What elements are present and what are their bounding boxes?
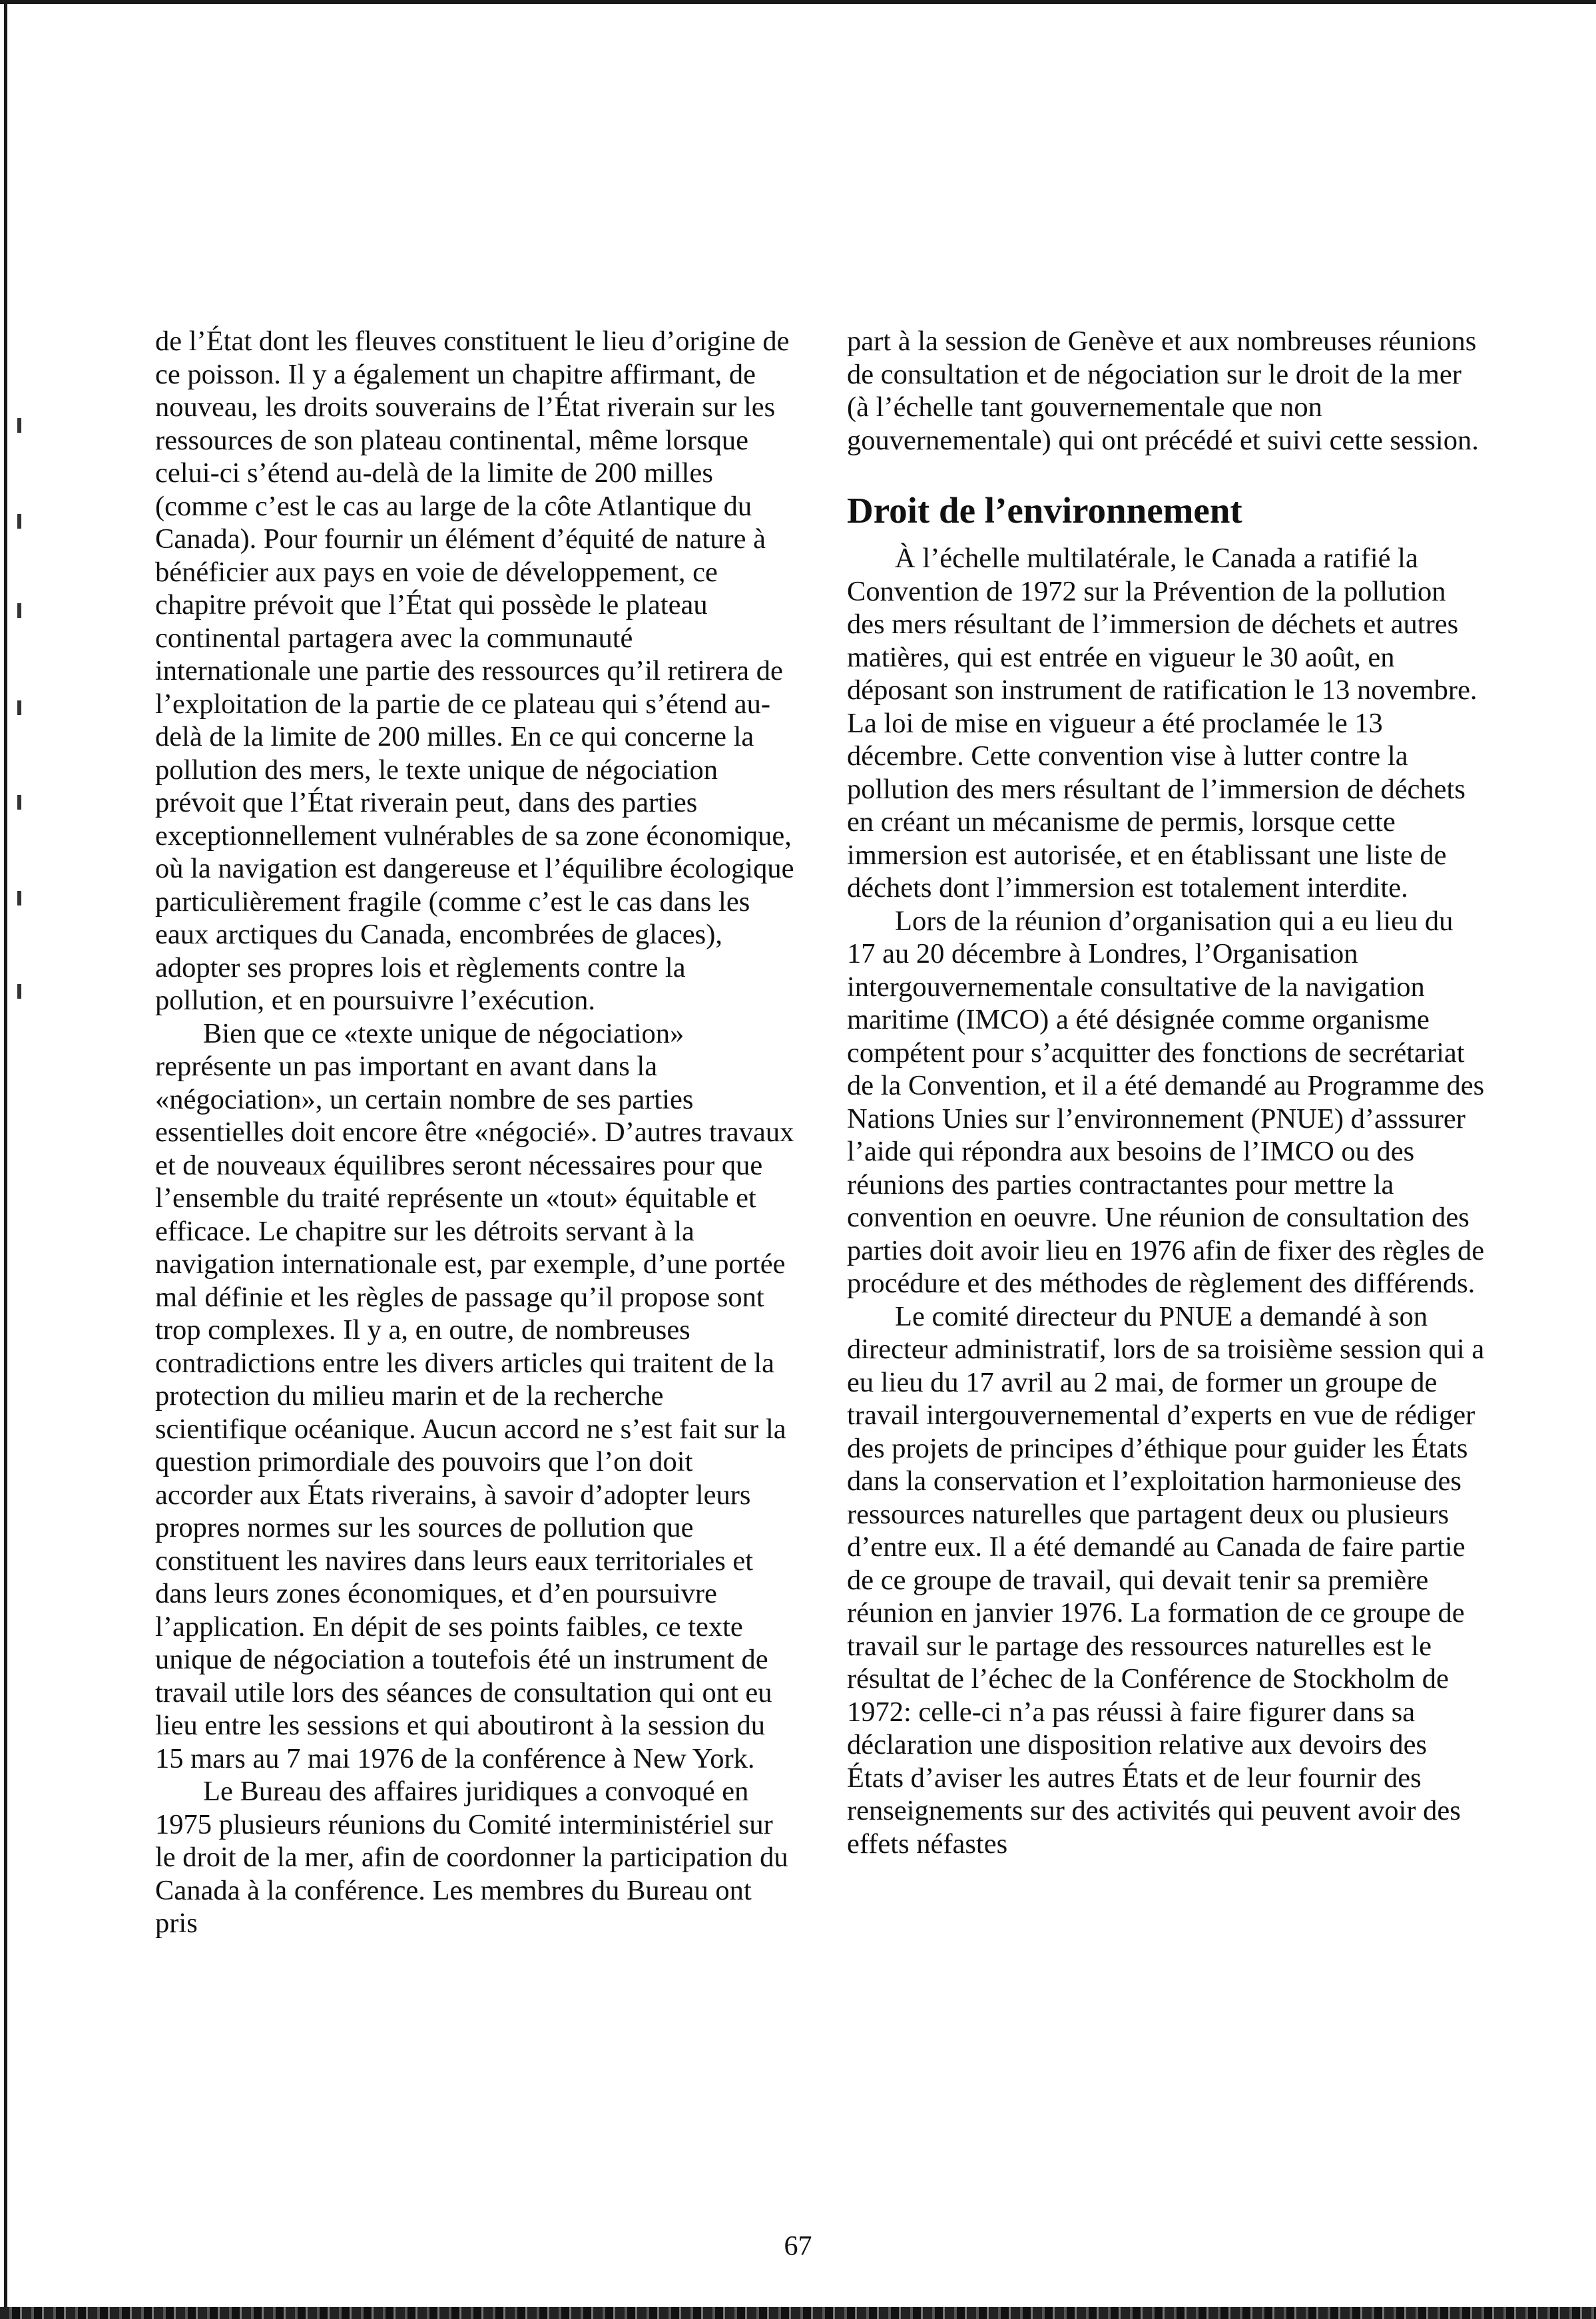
binding-mark xyxy=(17,603,21,618)
left-edge-rule xyxy=(4,0,7,2319)
paragraph: Lors de la réunion d’organisation qui a eu lieu du 17 au 20 décembre à Londres, l’Organisation intergouvernementale consultative de la navigation maritime (IMCO) a été désignée comme organisme compétent pour s’acquitter des fonctions de secrétariat de la Convention, et il a été demandé au Programme des Nations Unies sur l’environnement (PNUE) d’asssurer l’aide qui répondra aux besoins de l’IMCO ou des réunions des parties contractantes pour mettre la convention en oeuvre. Une réunion de consultation des parties doit avoir lieu en 1976 afin de fixer des règles de procédure et des méthodes de règlement des différends. xyxy=(847,905,1485,1299)
bottom-edge-rule xyxy=(0,2307,1596,2319)
paragraph: part à la session de Genève et aux nombreuses réunions de consultation et de négociation sur le droit de la mer (à l’échelle tant gouvernementale que non gouvernementale) qui ont précédé et suivi cette session. xyxy=(847,326,1479,456)
binding-mark xyxy=(17,700,21,715)
right-column xyxy=(847,325,1486,1860)
binding-mark xyxy=(17,891,21,905)
section-heading: Droit de l’environnement xyxy=(847,490,1242,531)
binding-mark xyxy=(17,984,21,999)
paragraph: À l’échelle multilatérale, le Canada a ratifié la Convention de 1972 sur la Prévention de la pollution des mers résultant de l’immersion de déchets et autres matières, qui est entrée en vigueur le 30 août, en déposant son instrument de ratification le 13 novembre. La loi de mise en vigueur a été proclamée le 13 décembre. Cette convention vise à lutter contre la pollution des mers résultant de l’immersion de déchets en créant un mécanisme de permis, lorsque cette immersion est autorisée, et en établissant une liste de déchets dont l’immersion est totalement interdite. xyxy=(847,543,1477,903)
paragraph: Bien que ce «texte unique de négociation» représente un pas important en avant dans la «négociation», un certain nombre de ses parties essentielles doit encore être «négocié». D’autres travaux et de nouveaux équilibres seront nécessaires pour que l’ensemble du traité représente un «tout» équitable et efficace. Le chapitre sur les détroits servant à la navigation internationale est, par exemple, d’une portée mal définie et les règles de passage qu’il propose sont trop complexes. Il y a, en outre, de nombreuses contradictions entre les divers articles qui traitent de la protection du milieu marin et de la recherche scientifique océanique. Aucun accord ne s’est fait sur la question primordiale des pouvoirs que l’on doit accorder aux États riverains, à savoir d’adopter leurs propres normes sur les sources de pollution que constituent les navires dans leurs eaux territoriales et dans leurs zones économiques, et d’en poursuivre l’application. En dépit de ses points faibles, ce texte unique de négociation a toutefois été un instrument de travail utile lors des séances de consultation qui ont eu lieu entre les sessions et qui aboutiront à la session du 15 mars au 7 mai 1976 de la conférence à New York. xyxy=(155,1017,794,1774)
paragraph: Le Bureau des affaires juridiques a convoqué en 1975 plusieurs réunions du Comité interministériel sur le droit de la mer, afin de coordonner la participation du Canada à la conférence. Les membres du Bureau ont pris xyxy=(155,1776,788,1939)
paragraph: de l’État dont les fleuves constituent le lieu d’origine de ce poisson. Il y a également un chapitre affirmant, de nouveau, les droits souverains de l’État riverain sur les ressources de son plateau continental, même lorsque celui-ci s’étend au-delà de la limite de 200 milles (comme c’est le cas au large de la côte Atlantique du Canada). Pour fournir un élément d’équité de nature à bénéficier aux pays en voie de développement, ce chapitre prévoit que l’État qui possède le plateau continental partagera avec la communauté internationale une partie des ressources qu’il retirera de l’exploitation de la partie de ce plateau qui s’étend au-delà de la limite de 200 milles. En ce qui concerne la pollution des mers, le texte unique de négociation prévoit que l’État riverain peut, dans des parties exceptionnellement vulnérables de sa zone économique, où la navigation est dangereuse et l’équilibre écologique particulièrement fragile (comme c’est le cas dans les eaux arctiques du Canada, encombrées de glaces), adopter ses propres lois et règlements contre la pollution, et en poursuivre l’exécution. xyxy=(155,326,794,1016)
top-edge-rule xyxy=(0,0,1596,4)
binding-mark xyxy=(17,418,21,433)
binding-mark xyxy=(17,795,21,810)
binding-mark xyxy=(17,514,21,529)
paragraph: Le comité directeur du PNUE a demandé à son directeur administratif, lors de sa troisième session qui a eu lieu du 17 avril au 2 mai, de former un groupe de travail intergouvernemental d’experts en vue de rédiger des projets de principes d’éthique pour guider les États dans la conservation et l’exploitation harmonieuse des ressources naturelles que partagent deux ou plusieurs d’entre eux. Il a été demandé au Canada de faire partie de ce groupe de travail, qui devait tenir sa première réunion en janvier 1976. La formation de ce groupe de travail sur le partage des ressources naturelles est le résultat de l’échec de la Conférence de Stockholm de 1972: celle-ci n’a pas réussi à faire figurer dans sa déclaration une disposition relative aux devoirs des États d’aviser les autres États et de leur fournir des renseignements sur des activités qui peuvent avoir des effets néfastes xyxy=(847,1300,1485,1860)
left-column xyxy=(155,325,794,1940)
page-number: 67 xyxy=(784,2231,812,2262)
